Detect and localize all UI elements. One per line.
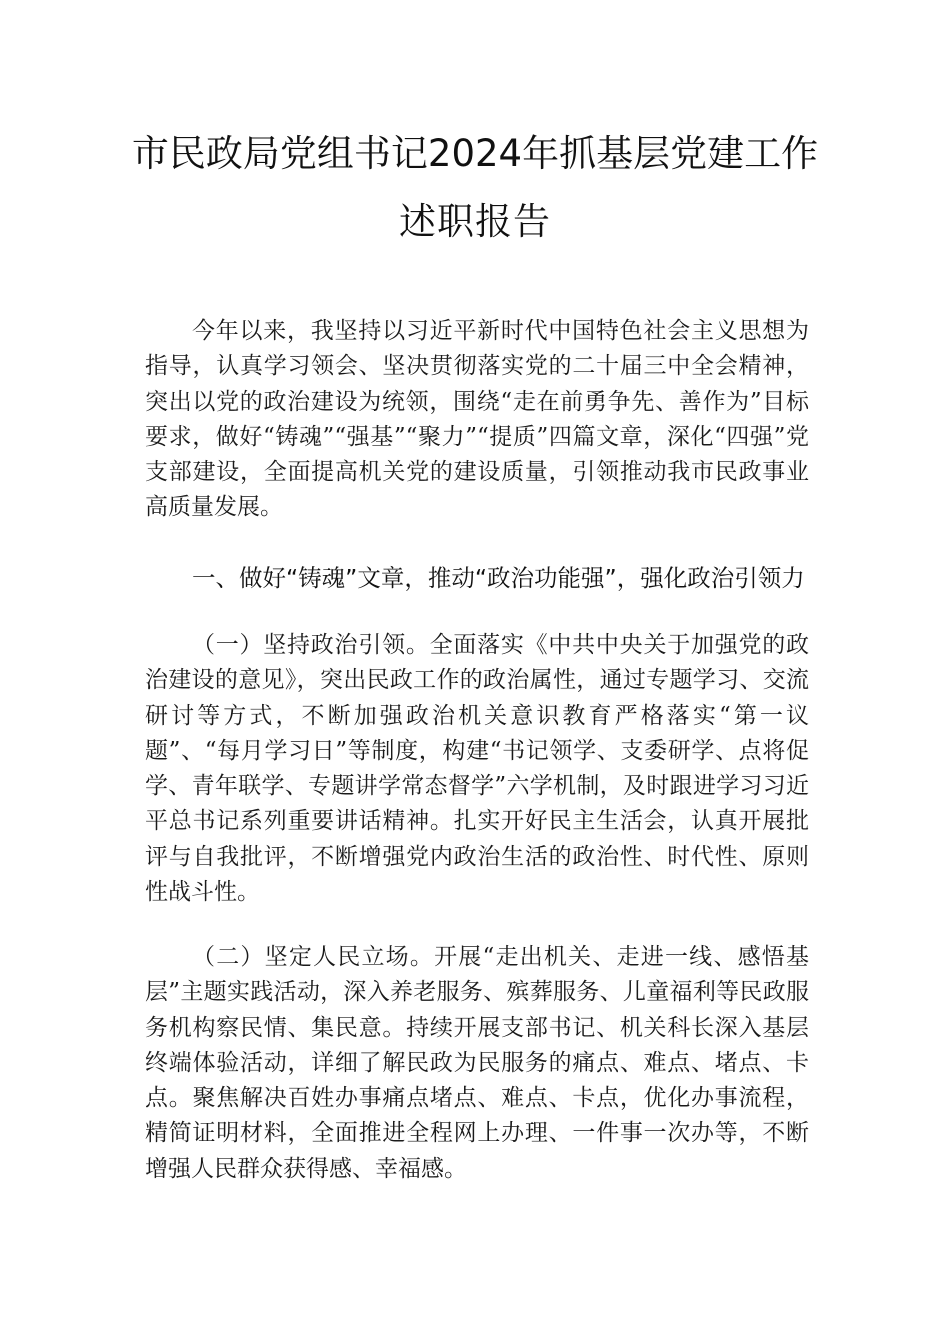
subsection-paragraph-2: （二）坚定人民立场。开展“走出机关、走进一线、感悟基层”主题实践活动，深入养老服务、殡葬服务、儿童福利等民政服务机构察民情、集民意。持续开展支部书记、机关科长深入基层终端体验活动，详细了解民政为民服务的痛点、难点、堵点、卡点。聚焦解决百姓办事痛点堵点、难点、卡点，优化办事流程，精简证明材料，全面推进全程网上办理、一件事一次办等，不断增强人民群众获得感、幸福感。 — [145, 944, 809, 1182]
subsection-paragraph-1: （一）坚持政治引领。全面落实《中共中央关于加强党的政治建设的意见》，突出民政工作的政治属性，通过专题学习、交流研讨等方式，不断加强政治机关意识教育严格落实“第一议题”、“每月学习日”等制度，构建“书记领学、支委研学、点将促学、青年联学、专题讲学常态督学”六学机制，及时跟进学习习近平总书记系列重要讲话精神。扎实开好民主生活会，认真开展批评与自我批评，不断增强党内政治生活的政治性、时代性、原则性战斗性。 — [145, 632, 809, 906]
section-heading-1: 一、做好“铸魂”文章，推动“政治功能强”，强化政治引领力 — [192, 564, 805, 592]
document-title-line1: 市民政局党组书记2024年抓基层党建工作 — [131, 132, 819, 175]
intro-paragraph: 今年以来，我坚持以习近平新时代中国特色社会主义思想为指导，认真学习领会、坚决贯彻落实党的二十届三中全会精神，突出以党的政治建设为统领，围绕“走在前勇争先、善作为”目标要求，做好“铸魂”“强基”“聚力”“提质”四篇文章，深化“四强”党支部建设，全面提高机关党的建设质量，引领推动我市民政事业高质量发展。 — [145, 318, 809, 521]
document-title-line2: 述职报告 — [399, 200, 551, 243]
